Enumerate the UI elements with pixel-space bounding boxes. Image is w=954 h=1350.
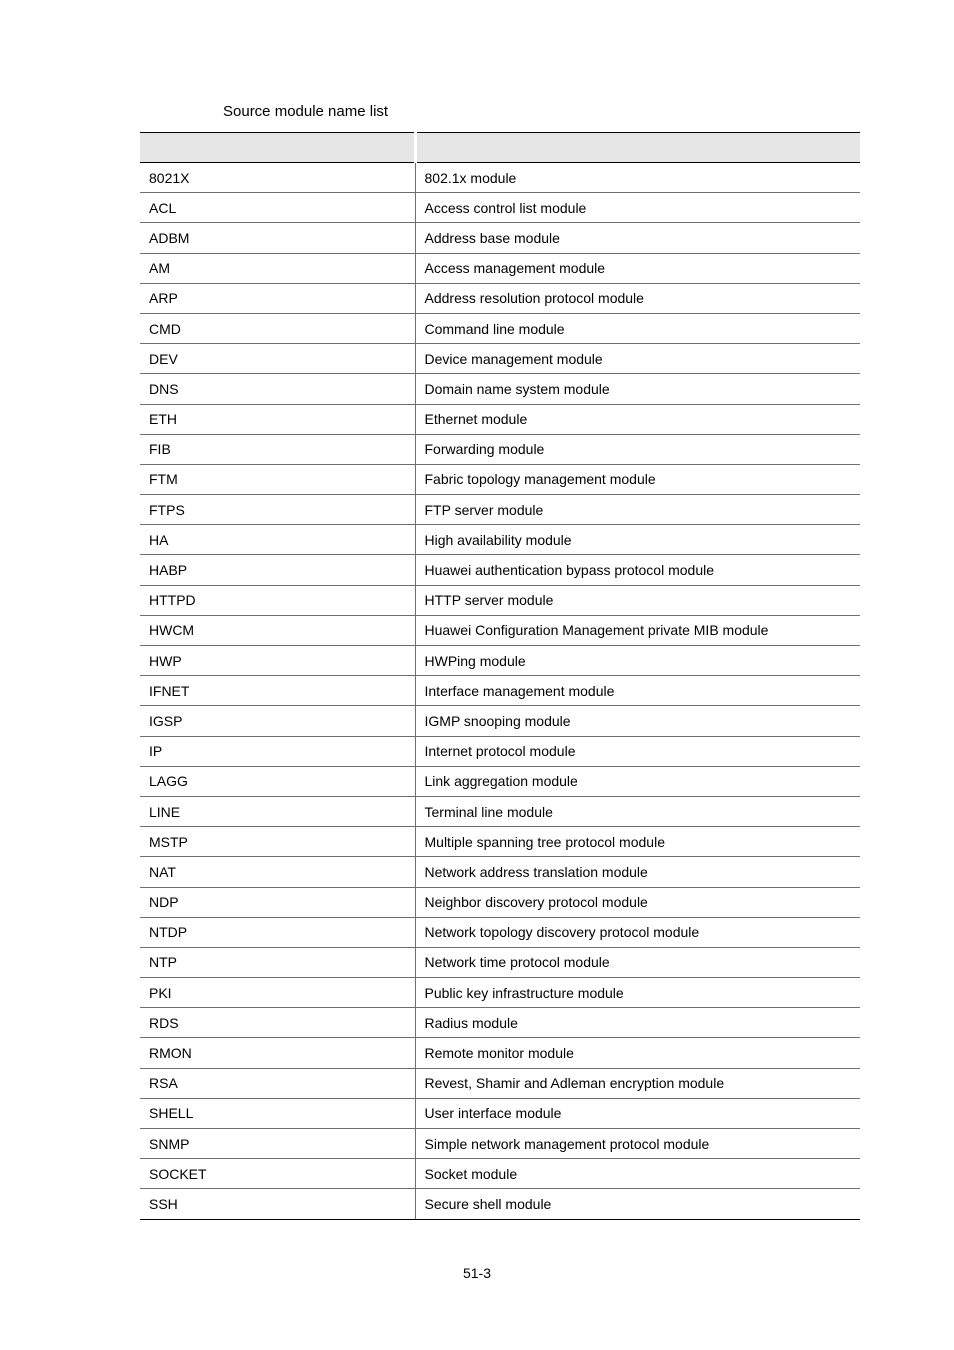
table-row [140, 646, 860, 676]
module-description-cell: Fabric topology management module [415, 464, 860, 494]
table-row [140, 1008, 860, 1038]
module-name-cell: HWCM [140, 615, 415, 645]
module-name-cell: HABP [140, 555, 415, 585]
module-name-cell: FTM [140, 464, 415, 494]
module-description-cell: HTTP server module [415, 585, 860, 615]
module-description-cell: Terminal line module [415, 796, 860, 826]
table-row [140, 464, 860, 494]
module-description-cell: Access control list module [415, 193, 860, 223]
module-name-cell: ACL [140, 193, 415, 223]
table-row [140, 585, 860, 615]
module-name-cell: ETH [140, 404, 415, 434]
module-name-cell: PKI [140, 978, 415, 1008]
table-row [140, 857, 860, 887]
table-row [140, 796, 860, 826]
module-name-cell: CMD [140, 313, 415, 343]
module-description-cell: Link aggregation module [415, 766, 860, 796]
table-row [140, 313, 860, 343]
module-name-cell: HTTPD [140, 585, 415, 615]
table-body [140, 163, 860, 1220]
module-name-cell: SHELL [140, 1098, 415, 1128]
module-name-cell: 8021X [140, 163, 415, 193]
module-name-cell: DEV [140, 344, 415, 374]
module-name-cell: MSTP [140, 827, 415, 857]
module-name-cell: SOCKET [140, 1159, 415, 1189]
table-row [140, 736, 860, 766]
module-description-cell: Neighbor discovery protocol module [415, 887, 860, 917]
module-description-cell: IGMP snooping module [415, 706, 860, 736]
table-row [140, 253, 860, 283]
module-name-cell: LINE [140, 796, 415, 826]
table-row [140, 404, 860, 434]
module-description-cell: 802.1x module [415, 163, 860, 193]
module-name-cell: FIB [140, 434, 415, 464]
table-row [140, 434, 860, 464]
table-row [140, 193, 860, 223]
module-name-cell: FTPS [140, 495, 415, 525]
table-row [140, 555, 860, 585]
table-row [140, 283, 860, 313]
table-header-row [140, 133, 860, 163]
module-description-cell: Remote monitor module [415, 1038, 860, 1068]
table-row [140, 1159, 860, 1189]
module-description-cell: Forwarding module [415, 434, 860, 464]
table-row [140, 706, 860, 736]
module-name-cell: ADBM [140, 223, 415, 253]
module-description-cell: Command line module [415, 313, 860, 343]
module-description-cell: Huawei Configuration Management private MIB module [415, 615, 860, 645]
module-name-cell: DNS [140, 374, 415, 404]
module-name-cell: IFNET [140, 676, 415, 706]
module-description-cell: Network address translation module [415, 857, 860, 887]
table-row [140, 1129, 860, 1159]
module-description-cell: Radius module [415, 1008, 860, 1038]
table-row [140, 947, 860, 977]
table-row [140, 1068, 860, 1098]
table-row [140, 163, 860, 193]
module-name-cell: HWP [140, 646, 415, 676]
module-name-cell: ARP [140, 283, 415, 313]
module-name-cell: NAT [140, 857, 415, 887]
module-description-cell: Address resolution protocol module [415, 283, 860, 313]
table-row [140, 223, 860, 253]
table-row [140, 374, 860, 404]
module-description-cell: Interface management module [415, 676, 860, 706]
module-description-cell: Secure shell module [415, 1189, 860, 1219]
module-description-cell: Network time protocol module [415, 947, 860, 977]
table-row [140, 676, 860, 706]
module-description-cell: HWPing module [415, 646, 860, 676]
module-description-cell: Network topology discovery protocol module [415, 917, 860, 947]
table-caption: Source module name list [223, 103, 389, 120]
header-description [415, 133, 860, 163]
table-row [140, 827, 860, 857]
module-description-cell: Access management module [415, 253, 860, 283]
table-row [140, 615, 860, 645]
module-description-cell: Huawei authentication bypass protocol module [415, 555, 860, 585]
module-description-cell: Device management module [415, 344, 860, 374]
module-description-cell: Simple network management protocol module [415, 1129, 860, 1159]
table-row [140, 1098, 860, 1128]
module-name-cell: HA [140, 525, 415, 555]
module-description-cell: Address base module [415, 223, 860, 253]
page-number: 51-3 [462, 1265, 492, 1281]
module-description-cell: High availability module [415, 525, 860, 555]
module-description-cell: Public key infrastructure module [415, 978, 860, 1008]
table-row [140, 1189, 860, 1219]
module-name-cell: NTDP [140, 917, 415, 947]
table-row [140, 1038, 860, 1068]
module-description-cell: Revest, Shamir and Adleman encryption module [415, 1068, 860, 1098]
module-name-cell: RDS [140, 1008, 415, 1038]
header-module-name [140, 133, 415, 163]
module-name-cell: AM [140, 253, 415, 283]
table-row [140, 887, 860, 917]
module-name-cell: LAGG [140, 766, 415, 796]
module-name-cell: SSH [140, 1189, 415, 1219]
module-description-cell: Domain name system module [415, 374, 860, 404]
table-row [140, 495, 860, 525]
module-name-cell: RSA [140, 1068, 415, 1098]
table-row [140, 525, 860, 555]
table-row [140, 917, 860, 947]
table-row [140, 978, 860, 1008]
module-description-cell: Internet protocol module [415, 736, 860, 766]
module-description-cell: User interface module [415, 1098, 860, 1128]
table-row [140, 766, 860, 796]
module-description-cell: Ethernet module [415, 404, 860, 434]
module-name-cell: NDP [140, 887, 415, 917]
module-description-cell: FTP server module [415, 495, 860, 525]
module-name-cell: IGSP [140, 706, 415, 736]
module-description-cell: Socket module [415, 1159, 860, 1189]
module-table [140, 132, 860, 1220]
module-description-cell: Multiple spanning tree protocol module [415, 827, 860, 857]
module-name-cell: NTP [140, 947, 415, 977]
module-name-cell: IP [140, 736, 415, 766]
table-row [140, 344, 860, 374]
module-name-cell: RMON [140, 1038, 415, 1068]
module-name-cell: SNMP [140, 1129, 415, 1159]
